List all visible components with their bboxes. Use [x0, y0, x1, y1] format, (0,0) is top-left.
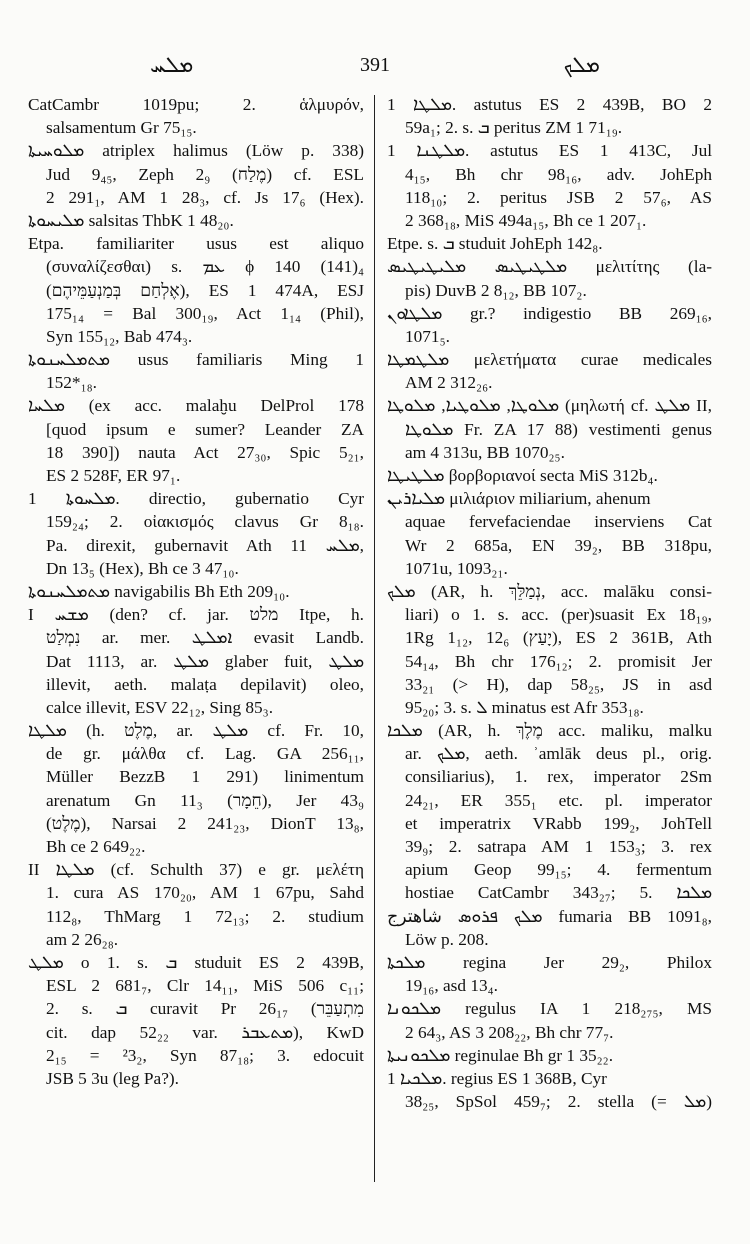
text-line: 18 390]) nauta Act 27₃₀, Spic 5₂₁, — [46, 442, 364, 462]
text-line: 39₉; 2. satrapa AM 1 153₃; 3. rex — [405, 837, 712, 856]
text-line: 2 291₁, AM 1 28₃, cf. Js 17₆ (Hex). — [46, 187, 364, 207]
text-line: ܡܠܛܐ 1. astutus ES 2 439B, BO 2 — [387, 95, 712, 114]
right-running-headword: ܡܠܟ — [563, 52, 600, 77]
text-line: ar. ܡܠܟ, aeth. ʾamlāk deus pl., orig. — [405, 744, 712, 764]
text-line: ܡܠܛܡܛܐ μελετήματα curae medicales — [387, 350, 712, 370]
text-line: ܡܠܟܬܐ regina Jer 29₂, Philox — [387, 952, 712, 972]
text-line: am 2 26₂₈. — [46, 929, 119, 949]
text-line: Bh ce 2 649₂₂. — [46, 837, 146, 856]
text-line: ܡܠܟܘܢܐ regulus IA 1 218₂₇₅, MS — [387, 999, 712, 1019]
text-line: 118₁₀; 2. peritus JSB 2 57₆, AS — [405, 187, 712, 207]
text-line: et imperatrix VRabb 199₂, JohTell — [405, 813, 712, 833]
text-line: 1071₅. — [405, 326, 450, 346]
text-line: ܡܠܘܚܝܬܐ atriplex halimus (Löw p. 338) — [28, 141, 364, 161]
text-line: ܡܠܝܐܪܝܢ μιλιάριον miliarium, ahenum — [387, 489, 651, 509]
text-line: ܡܠܛܝܛܐ βορβοριανοί secta MiS 312b₄. — [387, 466, 658, 485]
text-line: I ܡܫܚ (den? cf. jar. מלט Itpe, h. — [28, 605, 364, 625]
text-line: am 4 313u, BB 1070₂₅. — [405, 442, 565, 462]
text-line: (συναλίζεσθαι) s. ܥܡ ϕ 140 (141)₄ — [46, 257, 364, 277]
text-line: 1071u, 1093₂₁. — [405, 558, 508, 578]
text-line: 59a₁; 2. s. ܒ peritus ZM 1 71₁₉. — [405, 118, 623, 138]
text-line: 33₂₁ (> H), dap 58₂₅, JS in asd — [405, 674, 712, 694]
text-line: ܡܠܛܝܛܝܣ ܡܠܝܛܝܛܝܣ μελιτίτης (la- — [387, 257, 712, 277]
text-line: ܡܠܟܝܐ 1. regius ES 1 368B, Cyr — [387, 1068, 607, 1088]
text-line: 2₁₅ = ²3₂, Syn 87₁₈; 3. edocuit — [46, 1045, 364, 1065]
text-line: 2 368₁₈, MiS 494a₁₅, Bh ce 1 207₁. — [405, 210, 647, 230]
text-line: Jud 9₄₅, Zeph 2₉ (מֶלַח) cf. ESL — [46, 164, 364, 184]
text-line: 175₁₄ = Bal 300₁₉, Act 1₁₄ (Phil), — [46, 303, 364, 323]
text-line: Dn 13₅ (Hex), Bh ce 3 47₁₀. — [46, 558, 239, 578]
text-line: Etpa. familiariter usus est aliquo — [28, 234, 364, 254]
text-line: JSB 5 3u (leg Pa?). — [46, 1068, 179, 1088]
text-line: apium Geop 99₁₅; 4. fermentum — [405, 860, 712, 880]
text-line: liari) o 1. s. acc. (per)suasit Ex 18₁₉, — [405, 605, 712, 625]
column-divider — [374, 95, 375, 1182]
text-line: Dat 1113, ar. ܡܠܛ glaber fuit, ܡܠܛ — [46, 651, 364, 671]
text-line: (אֶלְחַם בְּמַנְעַמֵּיהֶם), ES 1 474A, ESJ — [46, 280, 364, 300]
text-line: aquae fervefaciendae inserviens Cat — [405, 512, 712, 532]
right-column — [387, 93, 712, 1113]
text-line: 19₁₆, asd 13₄. — [405, 976, 498, 996]
text-line: cit. dap 52₂₂ var. ܡܬܥܒܪ), KwD — [46, 1022, 364, 1042]
text-line: ܡܬܡܠܚܢܘܬܐ usus familiaris Ming 1 — [28, 350, 364, 370]
text-line: Syn 155₁₂, Bab 474₃. — [46, 326, 193, 346]
left-column — [28, 93, 364, 1090]
page-number: 391 — [360, 54, 390, 76]
text-line: 2. s. ܒ curavit Pr 26₁₇ (מִתְעַבֵּר — [46, 999, 364, 1019]
text-line: ܡܠܘܛܐ Fr. ZA 17 88) vestimenti genus — [405, 419, 712, 439]
text-line: [quod ipsum e sumer? Leander ZA — [46, 419, 364, 439]
text-line: ܡܠܟ (AR, h. נְמַלֵּךְ, acc. malāku consi- — [387, 581, 712, 601]
text-line: ܡܠܟܐ (AR, h. מֶלֶךְ acc. maliku, malku — [387, 721, 712, 741]
text-line: hostiae CatCambr 343₂₇; 5. ܡܠܟܐ — [405, 883, 712, 903]
text-line: ܡܠܛܢܐ 1. astutus ES 1 413C, Jul — [387, 141, 712, 161]
text-line: ES 2 528F, ER 97₁. — [46, 466, 181, 485]
text-line: ESL 2 681₇, Clr 14₁₁, MiS 506 c₁₁; — [46, 976, 364, 996]
text-line: ܡܠܚܐ (ex acc. malaḫu DelProl 178 — [28, 396, 364, 416]
text-line: Wr 2 685a, EN 39₂, BB 318pu, — [405, 535, 712, 555]
text-line: salsamentum Gr 75₁₅. — [46, 118, 197, 138]
text-line: נִמְלַט ar. mer. ܐܡܠܛ evasit Landb. — [46, 628, 364, 648]
text-line: 159₂₄; 2. οἰακισμός clavus Gr 8₁₈. — [46, 512, 364, 532]
text-line: 1Rg 1₁₂, 12₆ (יָעַץ), ES 2 361B, Ath — [405, 628, 712, 648]
text-line: illevit, aeth. malaṭa depilavit) oleo, — [46, 674, 364, 694]
text-line: Müller BezzB 1 291) linimentum — [46, 767, 364, 787]
text-line: calce illevit, ESV 22₁₂, Sing 85₃. — [46, 697, 274, 717]
text-line: 2 64₃, AS 3 208₂₂, Bh chr 77₇. — [405, 1022, 614, 1042]
text-line: ܡܠܟܘܢܝܬܐ reginulae Bh gr 1 35₂₂. — [387, 1045, 614, 1065]
text-line: pis) DuvB 2 8₁₂, BB 107₂. — [405, 280, 587, 300]
text-line: 38₂₅, SpSol 459₇; 2. stella (= ܡܠ) — [405, 1092, 712, 1112]
text-line: 95₂₀; 3. s. ܠ minatus est Afr 353₁₈. — [405, 697, 644, 717]
text-line: CatCambr 1019pu; 2. ἁλμυρόν, — [28, 95, 364, 114]
text-line: 4₁₅, Bh chr 98₁₆, adv. JohEph — [405, 164, 712, 184]
text-line: Pa. direxit, gubernavit Ath ܡܠܚ 11, — [46, 535, 364, 555]
text-line: Löw p. 208. — [405, 929, 489, 949]
text-line: ܡܠܟ ܦܪܘܣ شاهترج fumaria BB 1091₈, — [387, 906, 712, 926]
text-line: 1. cura AS 170₂₀, AM 1 67pu, Sahd — [46, 883, 364, 903]
left-running-headword: ܡܠܚ — [150, 52, 194, 77]
text-line: II ܡܠܛܐ (cf. Schulth 37) e gr. μελέτη — [28, 860, 364, 880]
text-line: 112₈, ThMarg 1 72₁₃; 2. studium — [46, 906, 364, 926]
text-line: arenatum Gn 11₃ (חֵמָר), Jer 43₉ — [46, 790, 364, 810]
text-line: ܡܠܛܐܘܢ gr.? indigestio BB 269₁₆, — [387, 303, 712, 323]
text-line: ܡܠܚܘܬܐ 1. directio, gubernatio Cyr — [28, 489, 364, 509]
text-line: ܡܬܡܠܚܢܘܬܐ navigabilis Bh Eth 209₁₀. — [28, 581, 290, 601]
text-line: de gr. μάλθα cf. Lag. GA 256₁₁, — [46, 744, 364, 764]
page-header — [0, 52, 750, 82]
text-line: ܡܠܘܛܐ, ܡܠܘܛܝܐ, ܡܠܘܛܐ (μηλωτή cf. ܡܠܛ II, — [387, 396, 712, 416]
text-line: 152*₁₈. — [46, 373, 97, 393]
text-line: 54₁₄, Bh chr 176₁₂; 2. promisit Jer — [405, 651, 712, 671]
text-line: ܡܠܝܚܘܬܐ salsitas ThbK 1 48₂₀. — [28, 210, 234, 230]
text-line: AM 2 312₂₆. — [405, 373, 493, 393]
text-line: ܡܠܛܐ (h. מֶלֶט, ar. ܡܠܛ cf. Fr. 10, — [28, 721, 364, 741]
text-line: 24₂₁, ER 355₁ etc. pl. imperator — [405, 790, 712, 810]
text-line: Etpe. s. ܒ studuit JohEph 142₈. — [387, 234, 603, 254]
text-line: (מֶלֶט), Narsai 2 241₂₃, DionT 13₈, — [46, 813, 364, 833]
text-line: consiliarius), 1. rex, imperator 2Sm — [405, 767, 712, 787]
text-line: ܡܠܛ o 1. s. ܒ studuit ES 2 439B, — [28, 952, 364, 972]
